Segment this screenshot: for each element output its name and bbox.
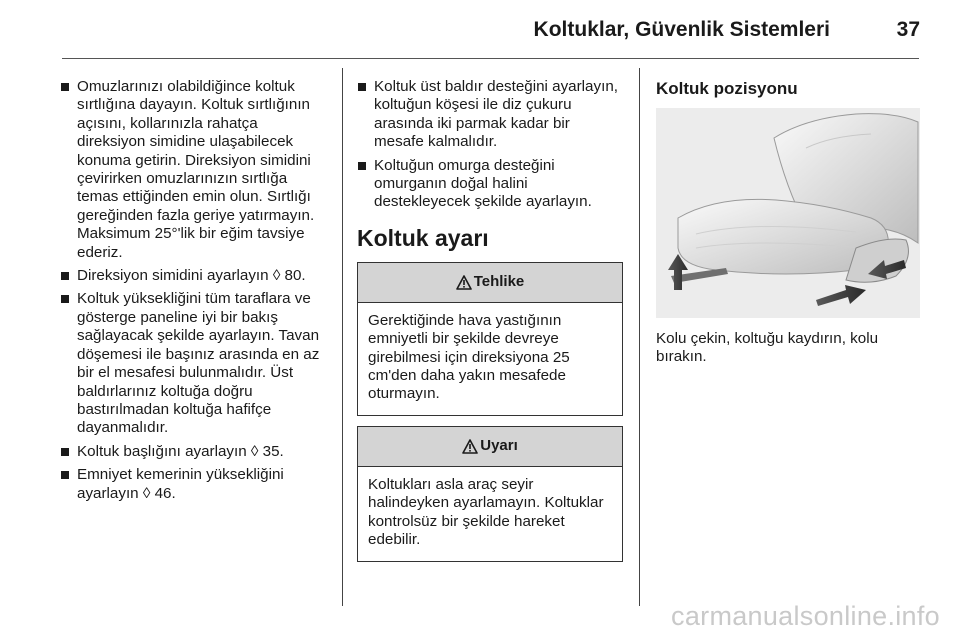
danger-box-header bbox=[358, 263, 622, 303]
danger-box-title: Tehlike bbox=[473, 273, 525, 291]
list-item: Koltuk başlığını ayarlayın ◊ 35. bbox=[60, 443, 328, 461]
list-item: Omuzlarınızı olabildiğince koltuk sırtlığına dayayın. Koltuk sırtlığının açısını, kollarınızla rahatça direksiyon simidine ulaşabilecek konuma getirin. Direksiyon simidini çevirirken omuzlarınızın sırtlığa temas ettiğinden emin olun. Sırtlığı gereğinden fazla geriye yatırmayın. Maksimum 25°'lik bir eğim tavsiye ederiz. bbox=[60, 78, 328, 262]
section-heading: Koltuk ayarı bbox=[357, 224, 489, 251]
bullet-square-icon bbox=[358, 83, 366, 91]
header-title: Koltuklar, Güvenlik Sistemleri bbox=[533, 18, 830, 41]
list-item: Emniyet kemerinin yüksekliğini ayarlayın ◊ 46. bbox=[60, 466, 328, 503]
warning-box bbox=[357, 426, 623, 562]
danger-box-body: Gerektiğinde hava yastığının emniyetli bir şekilde devreye girebilmesi için direksiyona 25 cm'den daha yakın mesafede oturmayın. bbox=[368, 311, 570, 403]
bullet-square-icon bbox=[61, 471, 69, 479]
bullet-square-icon bbox=[61, 448, 69, 456]
warning-box-body: Koltukları asla araç seyir halindeyken ayarlamayın. Koltuklar kontrolsüz bir şekilde hareket edebilir. bbox=[368, 475, 604, 549]
list-item: Koltuk yüksekliğini tüm taraflara ve gösterge paneline iyi bir bakış sağlayacak şekilde ayarlayın. Tavan döşemesi ile başınız arasında en az bir el mesafesi bulunmalıdır. Üst baldırlarınız koltuğa doğru bastırılmadan koltuğa hafifçe dayanmalıdır. bbox=[60, 290, 328, 437]
danger-box bbox=[357, 262, 623, 416]
page-number: 37 bbox=[896, 18, 920, 41]
column-3 bbox=[656, 78, 922, 367]
watermark: carmanualsonline.info bbox=[671, 601, 940, 631]
bullet-square-icon bbox=[61, 272, 69, 280]
bullet-list-1 bbox=[60, 78, 328, 503]
bullet-square-icon bbox=[61, 83, 69, 91]
page-header bbox=[0, 0, 960, 60]
warning-box-title: Uyarı bbox=[480, 437, 518, 455]
seat-position-heading: Koltuk pozisyonu bbox=[656, 79, 798, 98]
column-divider-1 bbox=[342, 68, 343, 606]
seat-position-caption: Kolu çekin, koltuğu kaydırın, kolu bırakın. bbox=[656, 330, 879, 366]
warning-triangle-icon bbox=[462, 439, 478, 454]
column-divider-2 bbox=[639, 68, 640, 606]
warning-triangle-icon bbox=[456, 275, 472, 290]
bullet-square-icon bbox=[358, 162, 366, 170]
bullet-square-icon bbox=[61, 295, 69, 303]
list-item: Koltuk üst baldır desteğini ayarlayın, koltuğun köşesi ile diz çukuru arasında iki parmak kadar bir mesafe kalmalıdır. bbox=[357, 78, 623, 152]
header-rule bbox=[62, 58, 919, 59]
column-2 bbox=[357, 78, 623, 572]
bullet-list-2 bbox=[357, 78, 623, 212]
seat-adjustment-illustration bbox=[656, 108, 920, 318]
warning-box-header bbox=[358, 427, 622, 467]
column-1 bbox=[60, 78, 328, 508]
list-item: Direksiyon simidini ayarlayın ◊ 80. bbox=[60, 267, 328, 285]
list-item: Koltuğun omurga desteğini omurganın doğal halini destekleyecek şekilde ayarlayın. bbox=[357, 157, 623, 212]
